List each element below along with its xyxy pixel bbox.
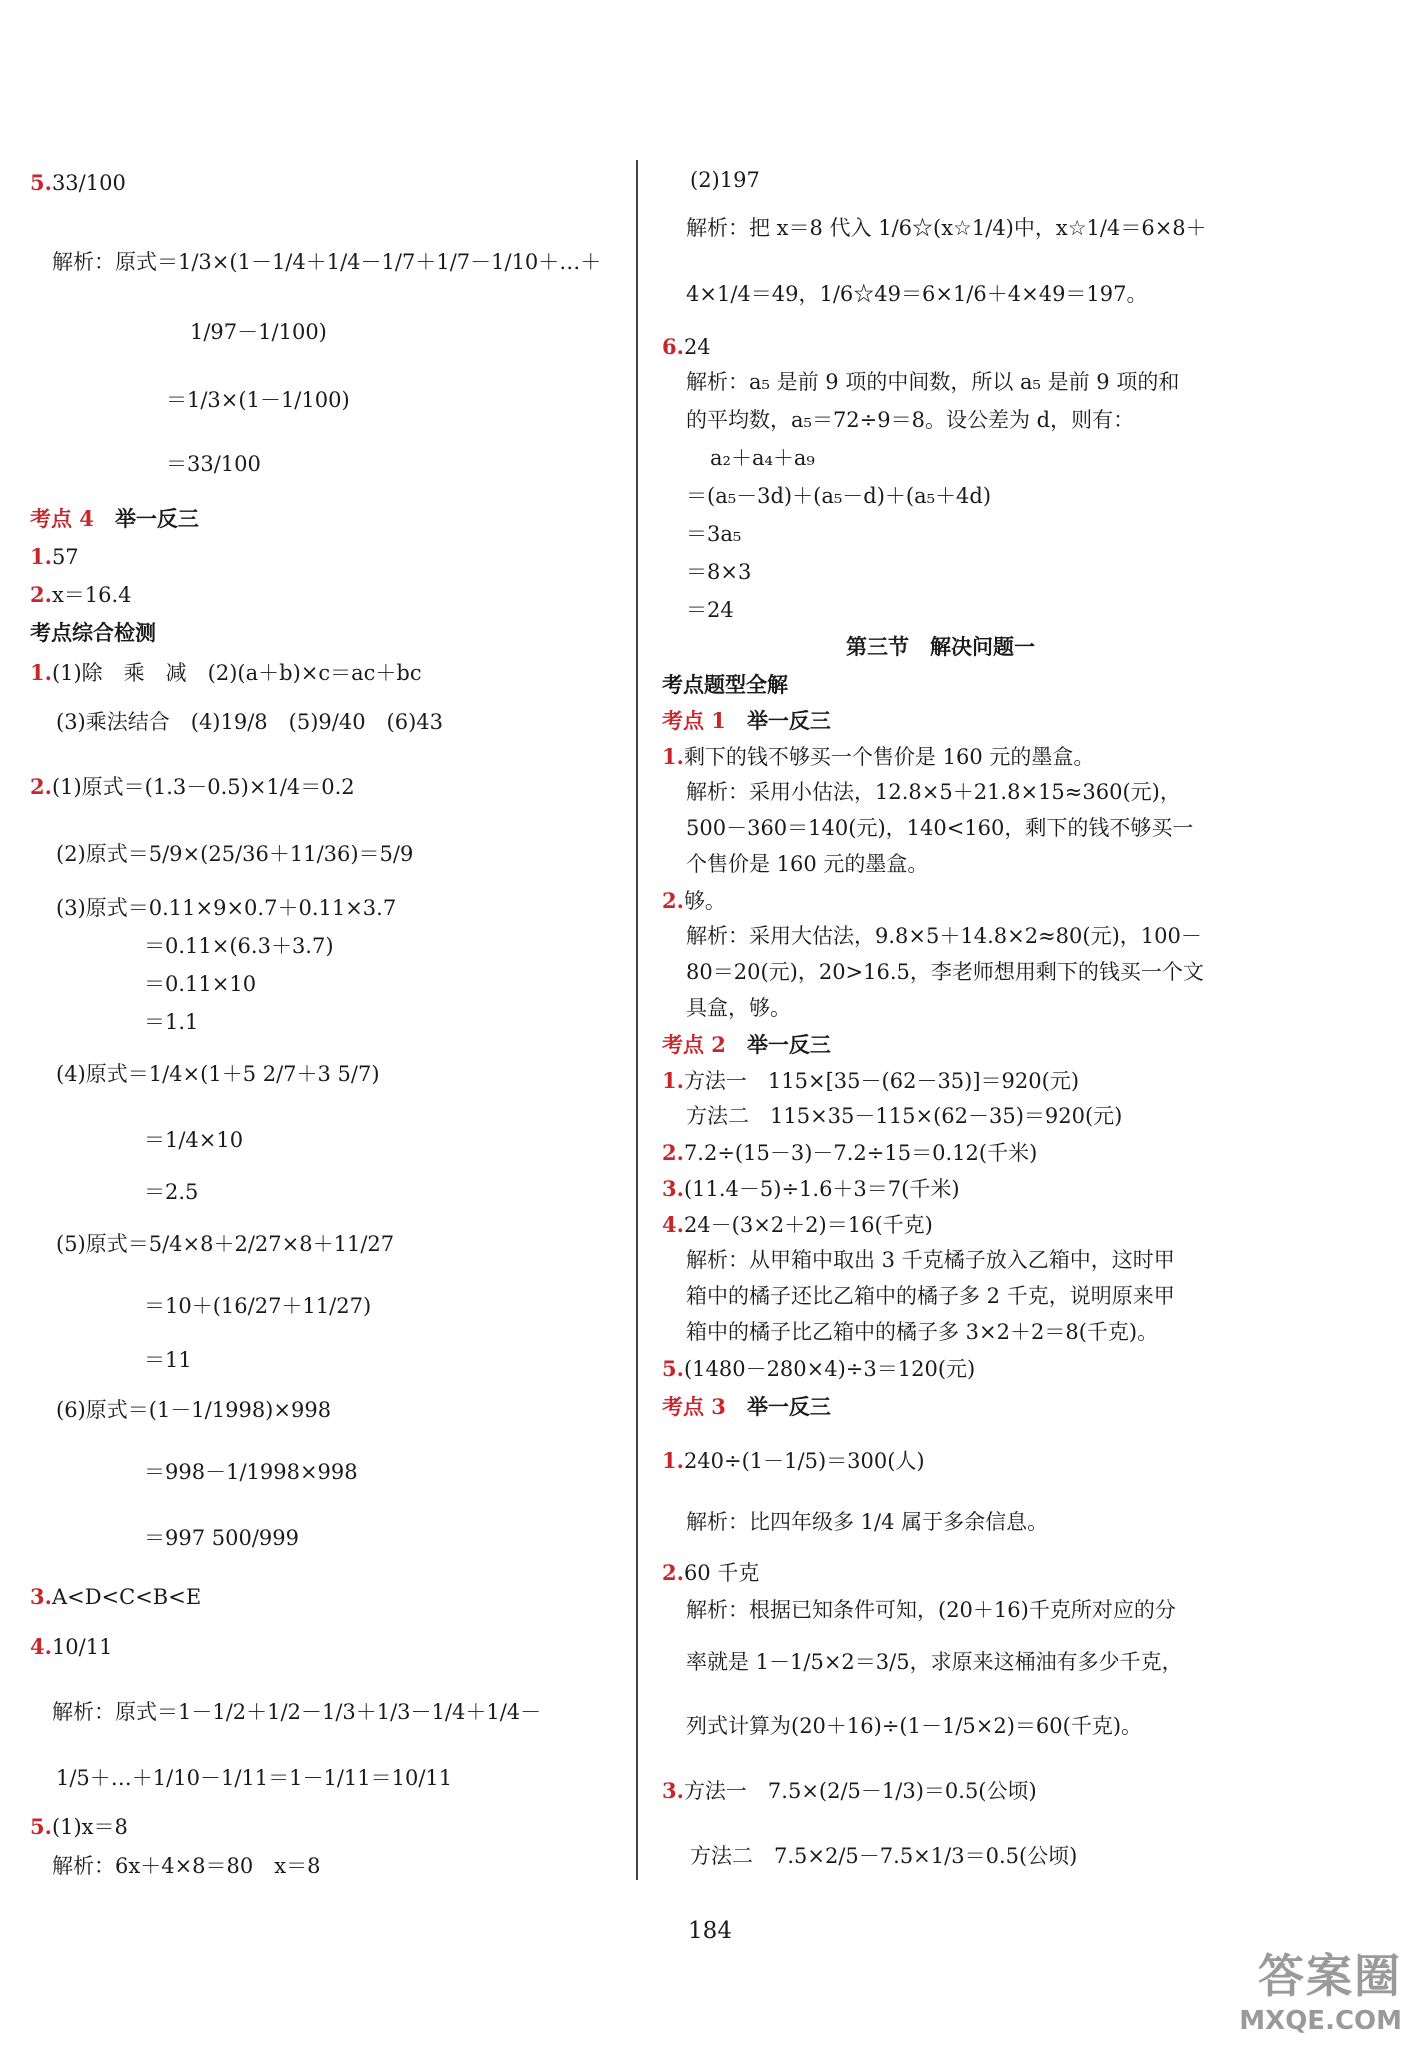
- equation-line: ＝1/3×(1－1/100): [166, 388, 350, 412]
- watermark-logo: 答案圈 MXQE.COM: [1239, 1949, 1402, 2036]
- section-header: 考点 3 举一反三: [662, 1394, 831, 1419]
- answer-item: 4.10/11: [30, 1634, 113, 1659]
- kaodian-label: 考点 2: [662, 1032, 726, 1057]
- equation-line: 1/5＋…＋1/10－1/11＝1－1/11＝10/11: [56, 1766, 453, 1790]
- answer-item: 5.(1480－280×4)÷3＝120(元): [662, 1356, 976, 1381]
- equation-line: ＝0.11×10: [144, 972, 257, 996]
- section-heading: 第三节 解决问题一: [846, 634, 1035, 659]
- answer-item: 1.57: [30, 544, 79, 569]
- answer-line: 方法二 7.5×2/5－7.5×1/3＝0.5(公顷): [690, 1844, 1078, 1868]
- equation-line: ＝2.5: [144, 1180, 199, 1204]
- equation-line: 4×1/4＝49，1/6☆49＝6×1/6＋4×49＝197。: [686, 282, 1148, 306]
- analysis-line: 具盒，够。: [686, 996, 791, 1020]
- answer-item: 6.24: [662, 334, 711, 359]
- column-divider: [636, 160, 638, 1880]
- section-title: 举一反三: [114, 506, 199, 531]
- equation-line: a₂＋a₄＋a₉: [710, 446, 815, 470]
- equation-line: (3)原式＝0.11×9×0.7＋0.11×3.7: [56, 896, 397, 920]
- answer-line: (2)197: [690, 168, 760, 192]
- kaodian-label: 考点 1: [662, 708, 726, 733]
- section-title: 考点综合检测: [30, 620, 156, 645]
- answer-item: 3.(11.4－5)÷1.6＋3＝7(千米): [662, 1176, 960, 1201]
- answer-line: (3)乘法结合 (4)19/8 (5)9/40 (6)43: [56, 710, 444, 734]
- equation-line: ＝0.11×(6.3＋3.7): [144, 934, 334, 958]
- analysis-line: 箱中的橘子比乙箱中的橘子多 3×2＋2＝8(千克)。: [686, 1320, 1159, 1344]
- kaodian-label: 考点 4: [30, 506, 94, 531]
- equation-line: 1/97－1/100): [190, 320, 327, 344]
- equation-line: (2)原式＝5/9×(25/36＋11/36)＝5/9: [56, 842, 414, 866]
- section-header: 考点 1 举一反三: [662, 708, 831, 733]
- analysis-line: 的平均数，a₅＝72÷9＝8。设公差为 d，则有：: [686, 408, 1135, 432]
- equation-line: ＝3a₅: [686, 522, 742, 546]
- answer-item: 1.方法一 115×[35－(62－35)]＝920(元): [662, 1068, 1080, 1093]
- kaodian-label: 考点 3: [662, 1394, 726, 1419]
- section-header: 考点 2 举一反三: [662, 1032, 831, 1057]
- equation-line: (6)原式＝(1－1/1998)×998: [56, 1398, 332, 1422]
- equation-line: ＝10＋(16/27＋11/27): [144, 1294, 372, 1318]
- analysis-line: 解析：a₅ 是前 9 项的中间数，所以 a₅ 是前 9 项的和: [686, 370, 1180, 394]
- analysis-line: 列式计算为(20＋16)÷(1－1/5×2)＝60(千克)。: [686, 1714, 1143, 1738]
- analysis-line: 解析：把 x＝8 代入 1/6☆(x☆1/4)中，x☆1/4＝6×8＋: [686, 216, 1207, 240]
- answer-line: 方法二 115×35－115×(62－35)＝920(元): [686, 1104, 1123, 1128]
- answer-item: 2.7.2÷(15－3)－7.2÷15＝0.12(千米): [662, 1140, 1038, 1165]
- analysis-line: 解析：从甲箱中取出 3 千克橘子放入乙箱中，这时甲: [686, 1248, 1175, 1272]
- equation-line: (5)原式＝5/4×8＋2/27×8＋11/27: [56, 1232, 395, 1256]
- analysis-line: 率就是 1－1/5×2＝3/5，求原来这桶油有多少千克，: [686, 1650, 1183, 1674]
- analysis-line: 解析：采用大估法，9.8×5＋14.8×2≈80(元)，100－: [686, 924, 1202, 948]
- equation-line: ＝998－1/1998×998: [144, 1460, 358, 1484]
- answer-item: 1.(1)除 乘 减 (2)(a＋b)×c＝ac＋bc: [30, 660, 422, 685]
- answer-item: 4.24－(3×2＋2)＝16(千克): [662, 1212, 933, 1237]
- answer-item: 3.方法一 7.5×(2/5－1/3)＝0.5(公顷): [662, 1778, 1037, 1803]
- equation-line: ＝997 500/999: [144, 1526, 299, 1550]
- analysis-line: 500－360＝140(元)，140<160，剩下的钱不够买一: [686, 816, 1194, 840]
- analysis-line: 解析：采用小估法，12.8×5＋21.8×15≈360(元)，: [686, 780, 1181, 804]
- analysis-line: 解析：原式＝1－1/2＋1/2－1/3＋1/3－1/4＋1/4－: [52, 1700, 542, 1724]
- answer-item: 1.剩下的钱不够买一个售价是 160 元的墨盒。: [662, 744, 1095, 769]
- equation-line: ＝(a₅－3d)＋(a₅－d)＋(a₅＋4d): [686, 484, 992, 508]
- answer-item: 2.60 千克: [662, 1560, 760, 1585]
- analysis-line: 个售价是 160 元的墨盒。: [686, 852, 929, 876]
- equation-line: ＝1.1: [144, 1010, 199, 1034]
- analysis-line: 箱中的橘子还比乙箱中的橘子多 2 千克，说明原来甲: [686, 1284, 1175, 1308]
- analysis-line: 解析：根据已知条件可知，(20＋16)千克所对应的分: [686, 1598, 1176, 1622]
- equation-line: ＝33/100: [166, 452, 261, 476]
- analysis-line: 解析：原式＝1/3×(1－1/4＋1/4－1/7＋1/7－1/10＋…＋: [52, 250, 602, 274]
- page-number: 184: [688, 1918, 732, 1944]
- answer-item: 2.够。: [662, 888, 726, 913]
- answer-item: 5.(1)x＝8: [30, 1814, 128, 1839]
- answer-item: 2.(1)原式＝(1.3－0.5)×1/4＝0.2: [30, 774, 355, 799]
- equation-line: ＝24: [686, 598, 734, 622]
- answer-text: 33/100: [51, 171, 126, 195]
- equation-line: (4)原式＝1/4×(1＋5 2/7＋3 5/7): [56, 1062, 380, 1086]
- section-header: [30, 508, 199, 530]
- analysis-line: 80＝20(元)，20>16.5，李老师想用剩下的钱买一个文: [686, 960, 1204, 984]
- answer-item: 3.A<D<C<B<E: [30, 1584, 202, 1609]
- equation-line: ＝1/4×10: [144, 1128, 244, 1152]
- equation-line: ＝8×3: [686, 560, 752, 584]
- answer-item: [30, 172, 126, 194]
- item-number: 5.: [30, 170, 52, 195]
- answer-item: 2.x＝16.4: [30, 582, 132, 607]
- section-title: 考点题型全解: [662, 672, 788, 697]
- equation-line: ＝11: [144, 1348, 192, 1372]
- analysis-line: 解析：6x＋4×8＝80 x＝8: [52, 1854, 321, 1878]
- analysis-line: 解析：比四年级多 1/4 属于多余信息。: [686, 1510, 1049, 1534]
- answer-item: 1.240÷(1－1/5)＝300(人): [662, 1448, 925, 1473]
